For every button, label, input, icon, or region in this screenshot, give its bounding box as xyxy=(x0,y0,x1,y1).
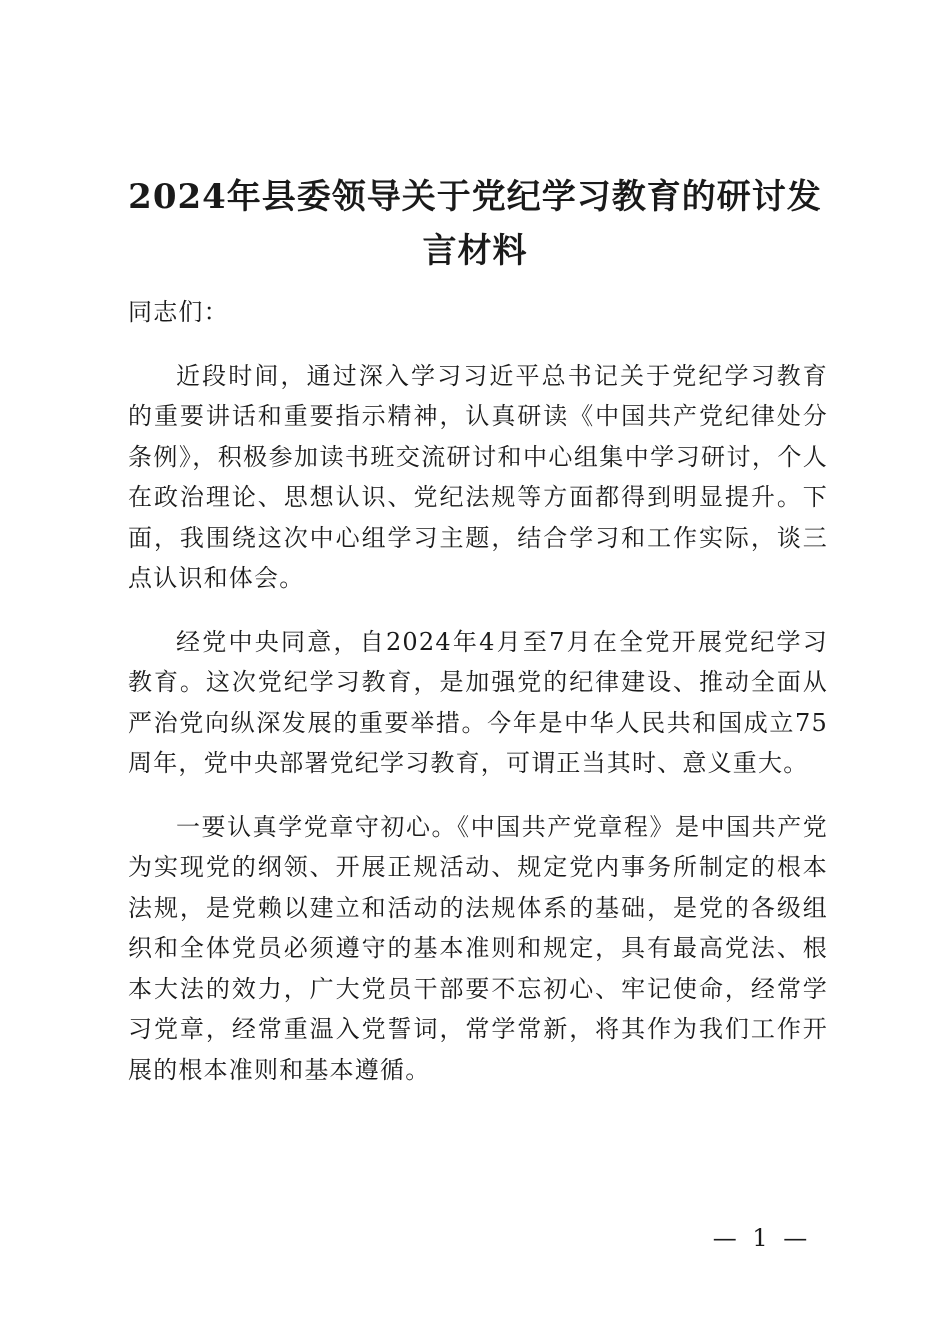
page-number: — 1 — xyxy=(712,1224,812,1252)
paragraph-3: 一要认真学党章守初心。《中国共产党章程》是中国共产党为实现党的纲领、开展正规活动、规定党内事务所制定的根本法规，是党赖以建立和活动的法规体系的基础，是党的各级组织和全体党员必须遵守的基本准则和规定，具有最高党法、根本大法的效力，广大党员干部要不忘初心、牢记使命，经常学习党章，经常重温入党誓词，常学常新，将其作为我们工作开展的根本准则和基本遵循。 xyxy=(128,812,828,1084)
document-body xyxy=(128,292,828,1113)
paragraph-2: 经党中央同意，自2024年4月至7月在全党开展党纪学习教育。这次党纪学习教育，是加强党的纪律建设、推动全面从严治党向纵深发展的重要举措。今年是中华人民共和国成立75周年，党中央部署党纪学习教育，可谓正当其时、意义重大。 xyxy=(128,627,828,777)
document-title xyxy=(120,170,830,278)
title-line-2: 言材料 xyxy=(422,231,528,271)
salutation: 同志们： xyxy=(128,298,229,326)
paragraph-1: 近段时间，通过深入学习习近平总书记关于党纪学习教育的重要讲话和重要指示精神，认真研读《中国共产党纪律处分条例》，积极参加读书班交流研讨和中心组集中学习研讨，个人在政治理论、思想认识、党纪法规等方面都得到明显提升。下面，我围绕这次中心组学习主题，结合学习和工作实际，谈三点认识和体会。 xyxy=(128,361,828,592)
title-line-1: 2024年县委领导关于党纪学习教育的研讨发 xyxy=(128,177,822,217)
